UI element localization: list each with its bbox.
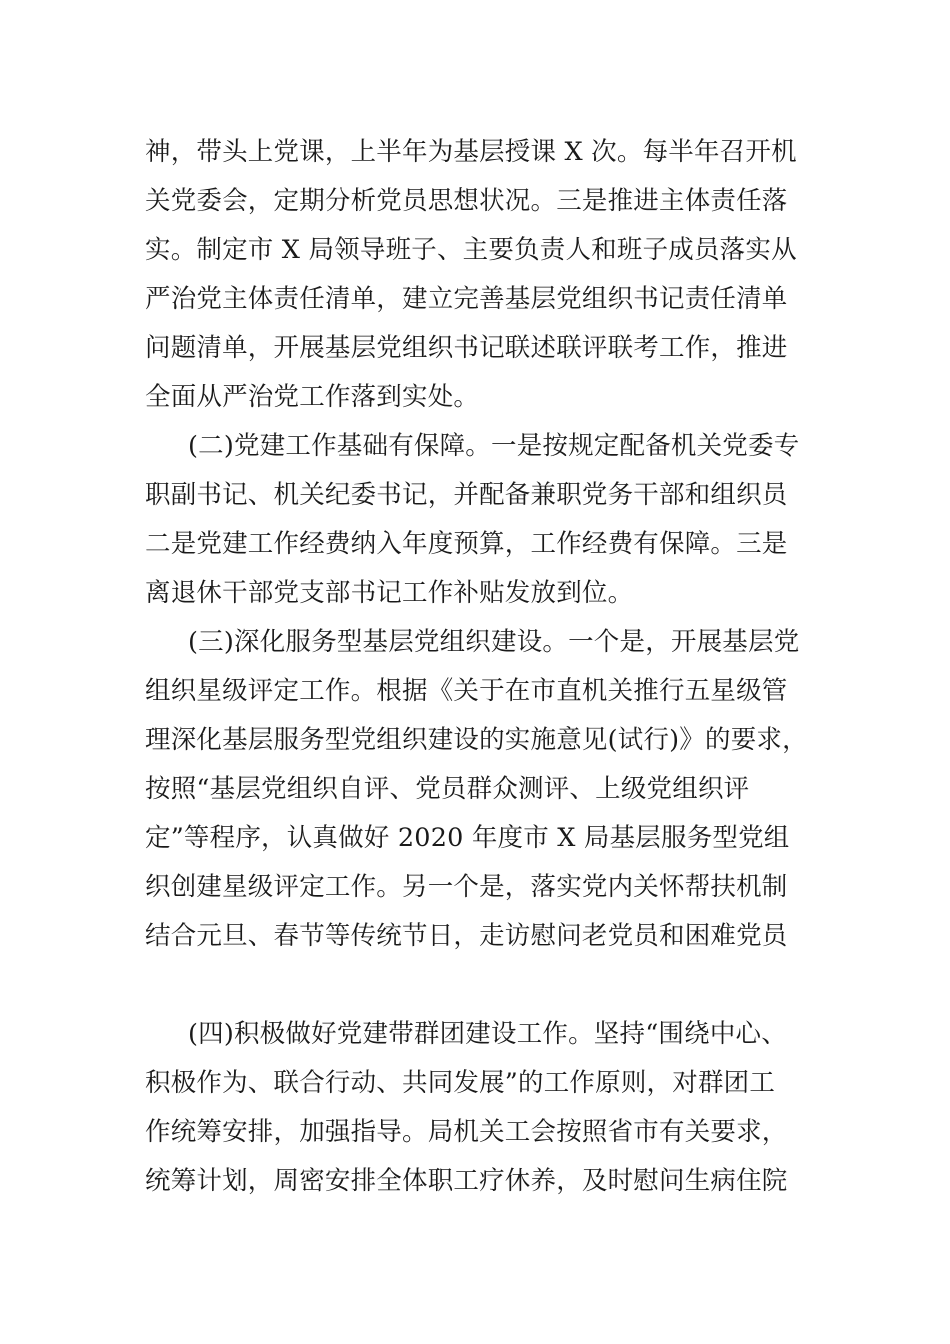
text-line-3: 实。制定市 X 局领导班子、主要负责人和班子成员落实从 xyxy=(145,235,797,265)
text-line-19: 积极作为、联合行动、共同发展”的工作原则，对群团工 xyxy=(145,1068,776,1098)
text-line-12: 组织星级评定工作。根据《关于在市直机关推行五星级管 xyxy=(145,676,788,706)
text-line-15: 定”等程序，认真做好 2020 年度市 X 局基层服务型党组 xyxy=(145,823,790,853)
document-body xyxy=(145,128,825,1206)
text-line-8: 职副书记、机关纪委书记，并配备兼职党务干部和组织员 xyxy=(145,480,788,510)
paragraph-gap xyxy=(145,961,825,1010)
text-line-4: 严治党主体责任清单，建立完善基层党组织书记责任清单 xyxy=(145,284,788,314)
text-line-9: 二是党建工作经费纳入年度预算，工作经费有保障。三是 xyxy=(145,529,788,559)
text-line-1: 神，带头上党课，上半年为基层授课 X 次。每半年召开机 xyxy=(145,137,797,167)
text-line-5: 问题清单，开展基层党组织书记联述联评联考工作，推进 xyxy=(145,333,788,363)
text-line-20: 作统筹安排，加强指导。局机关工会按照省市有关要求， xyxy=(145,1117,788,1147)
text-line-14: 按照“基层党组织自评、党员群众测评、上级党组织评 xyxy=(145,774,750,804)
paragraph-3-first-line: (三)深化服务型基层党组织建设。一个是，开展基层党 xyxy=(188,627,800,657)
text-line-21: 统筹计划，周密安排全体职工疗休养，及时慰问生病住院 xyxy=(145,1166,788,1196)
paragraph-4-first-line: (四)积极做好党建带群团建设工作。坚持“围绕中心、 xyxy=(188,1019,787,1049)
text-line-10: 离退休干部党支部书记工作补贴发放到位。 xyxy=(145,578,634,608)
paragraph-2-first-line: (二)党建工作基础有保障。一是按规定配备机关党委专 xyxy=(188,431,800,461)
text-line-16: 织创建星级评定工作。另一个是，落实党内关怀帮扶机制 xyxy=(145,872,788,902)
text-line-2: 关党委会，定期分析党员思想状况。三是推进主体责任落 xyxy=(145,186,788,216)
text-line-17: 结合元旦、春节等传统节日，走访慰问老党员和困难党员 xyxy=(145,921,788,951)
text-line-6: 全面从严治党工作落到实处。 xyxy=(145,382,480,412)
text-line-13: 理深化基层服务型党组织建设的实施意见(试行)》的要求， xyxy=(145,725,808,755)
